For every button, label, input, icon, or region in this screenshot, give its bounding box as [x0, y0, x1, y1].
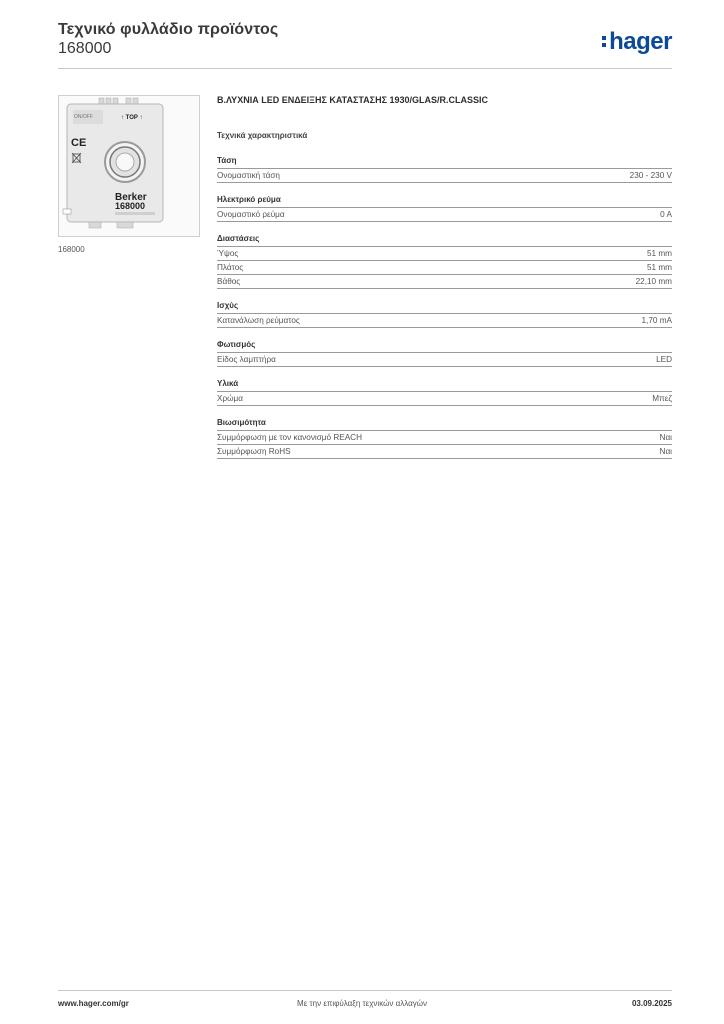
spec-value: 0 A — [660, 210, 672, 219]
spec-group-title: Βιωσιμότητα — [217, 418, 266, 427]
spec-label: Συμμόρφωση RoHS — [217, 447, 291, 456]
hager-logo — [602, 28, 672, 56]
spec-value: 1,70 mA — [641, 316, 672, 325]
spec-row — [217, 313, 672, 328]
spec-value: Ναι — [659, 433, 672, 442]
spec-group-title: Φωτισμός — [217, 340, 256, 349]
spec-value: 22,10 mm — [635, 277, 672, 286]
spec-label: Κατανάλωση ρεύματος — [217, 316, 300, 325]
spec-value: Μπεζ — [652, 394, 672, 403]
spec-label: Είδος λαμπτήρα — [217, 355, 276, 364]
spec-group-title: Τάση — [217, 156, 237, 165]
spec-value: 51 mm — [646, 249, 672, 258]
spec-label: Ονομαστικό ρεύμα — [217, 210, 285, 219]
spec-label: Συμμόρφωση με τον κανονισμό REACH — [217, 433, 362, 442]
spec-row — [217, 246, 672, 260]
spec-group-materials — [217, 377, 672, 406]
document-product-number: 168000 — [58, 40, 112, 57]
header-divider — [58, 68, 672, 69]
spec-label: Χρώμα — [217, 394, 243, 403]
footer-date: 03.09.2025 — [631, 999, 672, 1008]
document-title: Τεχνικό φυλλάδιο προϊόντος — [58, 21, 279, 38]
spec-group-title: Υλικά — [217, 379, 239, 388]
spec-row — [217, 352, 672, 367]
product-image — [58, 95, 200, 237]
spec-row — [217, 207, 672, 222]
spec-label: Ονομαστική τάση — [217, 171, 280, 180]
spec-value: 230 - 230 V — [629, 171, 672, 180]
spec-value: 51 mm — [646, 263, 672, 272]
spec-group-dimensions — [217, 232, 672, 289]
footer-divider — [58, 990, 672, 991]
spec-row — [217, 168, 672, 183]
spec-group-title: Διαστάσεις — [217, 234, 260, 243]
image-brand-label: Berker — [115, 192, 147, 203]
spec-group-power — [217, 299, 672, 328]
product-title: Β.ΛΥΧΝΙΑ LED ΕΝΔΕΙΞΗΣ ΚΑΤΑΣΤΑΣΗΣ 1930/GLAS/R.CLASSIC — [217, 95, 488, 105]
spec-row — [217, 274, 672, 289]
image-caption: 168000 — [58, 245, 85, 254]
spec-value: LED — [656, 355, 672, 364]
spec-group-title: Ηλεκτρικό ρεύμα — [217, 195, 281, 204]
spec-row — [217, 391, 672, 406]
section-title: Τεχνικά χαρακτηριστικά — [217, 131, 308, 140]
logo-colon-icon — [602, 28, 607, 56]
spec-label: Πλάτος — [217, 263, 244, 272]
logo-text: hager — [609, 28, 672, 55]
spec-label: Βάθος — [217, 277, 241, 286]
footer-website-link[interactable]: www.hager.com/gr — [58, 999, 129, 1008]
spec-group-current — [217, 193, 672, 222]
image-ce-label: CE — [71, 137, 87, 149]
spec-group-lighting — [217, 338, 672, 367]
spec-row — [217, 444, 672, 459]
spec-label: Ύψος — [217, 249, 239, 258]
image-onoff-label: ON/OFF — [74, 114, 93, 120]
spec-row — [217, 260, 672, 274]
image-number-label: 168000 — [115, 201, 146, 211]
spec-value: Ναι — [659, 447, 672, 456]
spec-row — [217, 430, 672, 444]
image-top-label: ↑ TOP ↑ — [121, 115, 143, 121]
footer-note: Με την επιφύλαξη τεχνικών αλλαγών — [297, 999, 427, 1008]
spec-group-voltage — [217, 154, 672, 183]
spec-group-title: Ισχύς — [217, 301, 239, 310]
spec-group-sustainability — [217, 416, 672, 459]
